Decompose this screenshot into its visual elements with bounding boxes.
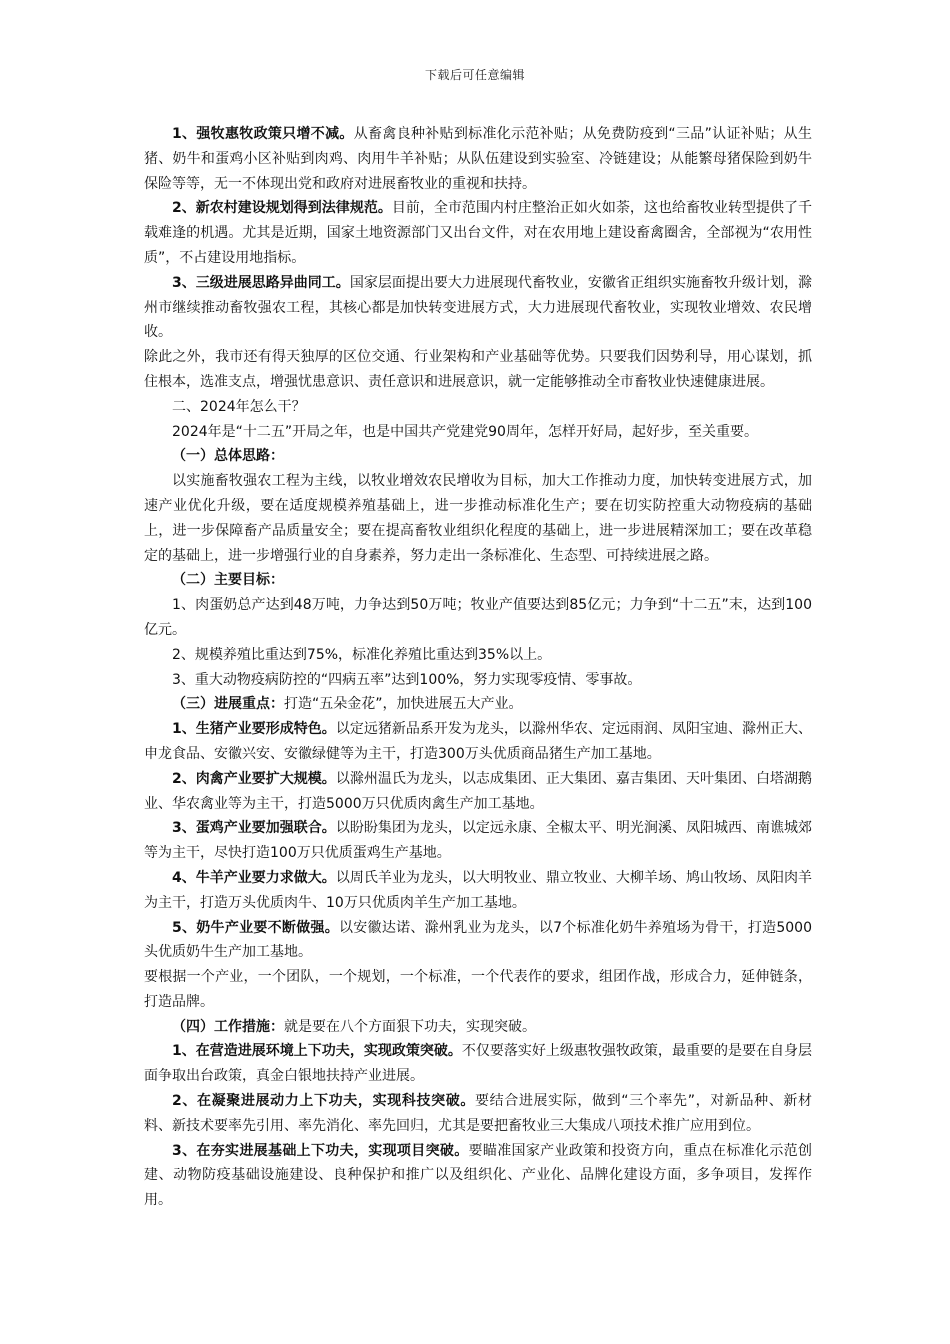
section-heading: 二、2024年怎么干？	[172, 398, 306, 415]
document-body	[144, 122, 812, 1213]
goal-item-2	[144, 643, 812, 668]
paragraph-lead: 2、肉禽产业要扩大规模。	[172, 770, 336, 787]
paragraph-lead: 1、生猪产业要形成特色。	[172, 721, 336, 738]
paragraph-requirements	[144, 965, 812, 1015]
paragraph-intro-2024	[144, 420, 812, 445]
paragraph-lead: 3、三级进展思路异曲同工。	[172, 274, 350, 291]
focus-item-cattle-sheep	[144, 866, 812, 916]
section-heading-2	[144, 395, 812, 420]
measure-item-1	[144, 1039, 812, 1089]
measure-item-2	[144, 1089, 812, 1139]
paragraph-text: 2024年是“十二五”开局之年，也是中国共产党建党90周年，怎样开好局，起好步，至关重要。	[172, 423, 758, 440]
subheading-goals	[144, 568, 812, 593]
paragraph-text: 要根据一个产业，一个团队，一个规划，一个标准，一个代表作的要求，组团作战，形成合力，延伸链条，打造品牌。	[144, 969, 812, 1010]
paragraph-three-levels	[144, 271, 812, 345]
paragraph-text: 以周氏羊业为龙头，以大明牧业、鼎立牧业、大柳羊场、鸠山牧场、凤阳肉羊为主干，打造万头优质肉牛、10万只优质肉羊生产加工基地。	[144, 869, 812, 911]
paragraph-text: 1、肉蛋奶总产达到48万吨，力争达到50万吨；牧业产值要达到85亿元；力争到“十二五”末，达到100亿元。	[144, 597, 812, 638]
paragraph-text: 以实施畜牧强农工程为主线，以牧业增效农民增收为目标，加大工作推动力度，加快转变进展方式，加速产业优化升级，要在适度规模养殖基础上，进一步推动标准化生产；要在切实防控重大动物疫病的基础上，进一步保障畜产品质量安全；要在提高畜牧业组织化程度的基础上，进一步进展精深加工；要在改革稳定的基础上，进一步增强行业的自身素养，努力走出一条标准化、生态型、可持续进展之路。	[144, 473, 812, 564]
focus-item-dairy	[144, 916, 812, 966]
paragraph-lead: 3、蛋鸡产业要加强联合。	[172, 820, 336, 837]
paragraph-lead: 5、奶牛产业要不断做强。	[172, 919, 340, 936]
paragraph-lead: 1、强牧惠牧政策只增不减。	[172, 126, 354, 142]
subheading: （一）总体思路：	[172, 448, 284, 465]
paragraph-text: 以安徽达诺、滁州乳业为龙头，以7个标准化奶牛养殖场为骨干，打造5000头优质奶牛生产加工基地。	[144, 919, 812, 961]
paragraph-lead: 1、在营造进展环境上下功夫，实现政策突破。	[172, 1043, 462, 1060]
paragraph-text: 目前，全市范围内村庄整治正如火如荼，这也给畜牧业转型提供了千载难逢的机遇。尤其是近期，国家土地资源部门又出台文件，对在农用地上建设畜禽圈舍，全部视为“农用性质”，不占建设用地指标。	[144, 200, 813, 266]
paragraph-overall	[144, 469, 812, 568]
goal-item-1	[144, 593, 812, 643]
subheading-measures	[144, 1015, 812, 1040]
focus-item-egg	[144, 816, 812, 866]
page-header: 下载后可任意编辑	[424, 68, 525, 82]
focus-item-poultry	[144, 767, 812, 817]
subheading-focus	[144, 692, 812, 717]
paragraph-text: 3、重大动物疫病防控的“四病五率”达到100%，努力实现零疫情、零事故。	[172, 671, 642, 688]
paragraph-text: 就是要在八个方面狠下功夫，实现突破。	[284, 1018, 536, 1035]
paragraph-text: 不仅要落实好上级惠牧强牧政策，最重要的是要在自身层面争取出台政策，真金白银地扶持产业进展。	[144, 1043, 812, 1085]
subheading-overall	[144, 444, 812, 469]
focus-item-pig	[144, 717, 812, 767]
paragraph-lead: 4、牛羊产业要力求做大。	[172, 869, 336, 886]
paragraph-policy	[144, 122, 812, 196]
paragraph-lead: 2、在凝聚进展动力上下功夫，实现科技突破。	[172, 1093, 475, 1110]
paragraph-text: 2、规模养殖比重达到75%，标准化养殖比重达到35%以上。	[172, 646, 552, 663]
paragraph-text: 以盼盼集团为龙头，以定远永康、全椒太平、明光涧溪、凤阳城西、南谯城郊等为主干，尽快打造100万只优质蛋鸡生产基地。	[144, 820, 812, 862]
goal-item-3	[144, 668, 812, 693]
paragraph-text: 要结合进展实际，做到“三个率先”，对新品种、新材料、新技术要率先引用、率先消化、率先回归，尤其是要把畜牧业三大集成八项技术推广应用到位。	[144, 1093, 812, 1134]
paragraph-lead: 2、新农村建设规划得到法律规范。	[172, 200, 392, 217]
paragraph-text: 国家层面提出要大力进展现代畜牧业，安徽省正组织实施畜牧升级计划，滁州市继续推动畜牧强农工程，其核心都是加快转变进展方式，大力进展现代畜牧业，实现牧业增效、农民增收。	[144, 274, 813, 341]
paragraph-text: 要瞄准国家产业政策和投资方向，重点在标准化示范创建、动物防疫基础设施建设、良种保护和推广以及组织化、产业化、品牌化建设方面，多争项目，发挥作用。	[144, 1142, 812, 1209]
subheading: （三）进展重点：	[172, 696, 284, 713]
subheading: （二）主要目标：	[172, 572, 284, 589]
paragraph-lead: 3、在夯实进展基础上下功夫，实现项目突破。	[172, 1142, 469, 1159]
paragraph-text: 以定远猪新品系开发为龙头，以滁州华农、定远雨润、凤阳宝迪、滁州正大、申龙食品、安徽兴安、安徽绿健等为主干，打造300万头优质商品猪生产加工基地。	[144, 721, 812, 762]
paragraph-text: 以滁州温氏为龙头，以志成集团、正大集团、嘉吉集团、天叶集团、白塔湖鹅业、华农禽业等为主干，打造5000万只优质肉禽生产加工基地。	[144, 770, 812, 812]
subheading: （四）工作措施：	[172, 1018, 284, 1035]
paragraph-text: 从畜禽良种补贴到标准化示范补贴；从免费防疫到“三品”认证补贴；从生猪、奶牛和蛋鸡小区补贴到肉鸡、肉用牛羊补贴；从队伍建设到实验室、冷链建设；从能繁母猪保险到奶牛保险等等，无一不体现出党和政府对进展畜牧业的重视和扶持。	[144, 126, 812, 192]
paragraph-text: 打造“五朵金花”，加快进展五大产业。	[284, 696, 523, 713]
measure-item-3	[144, 1139, 812, 1213]
paragraph-advantages	[144, 345, 812, 395]
paragraph-text: 除此之外，我市还有得天独厚的区位交通、行业架构和产业基础等优势。只要我们因势利导，用心谋划，抓住根本，选准支点，增强忧患意识、责任意识和进展意识，就一定能够推动全市畜牧业快速健康进展。	[144, 349, 812, 390]
paragraph-planning	[144, 196, 812, 270]
